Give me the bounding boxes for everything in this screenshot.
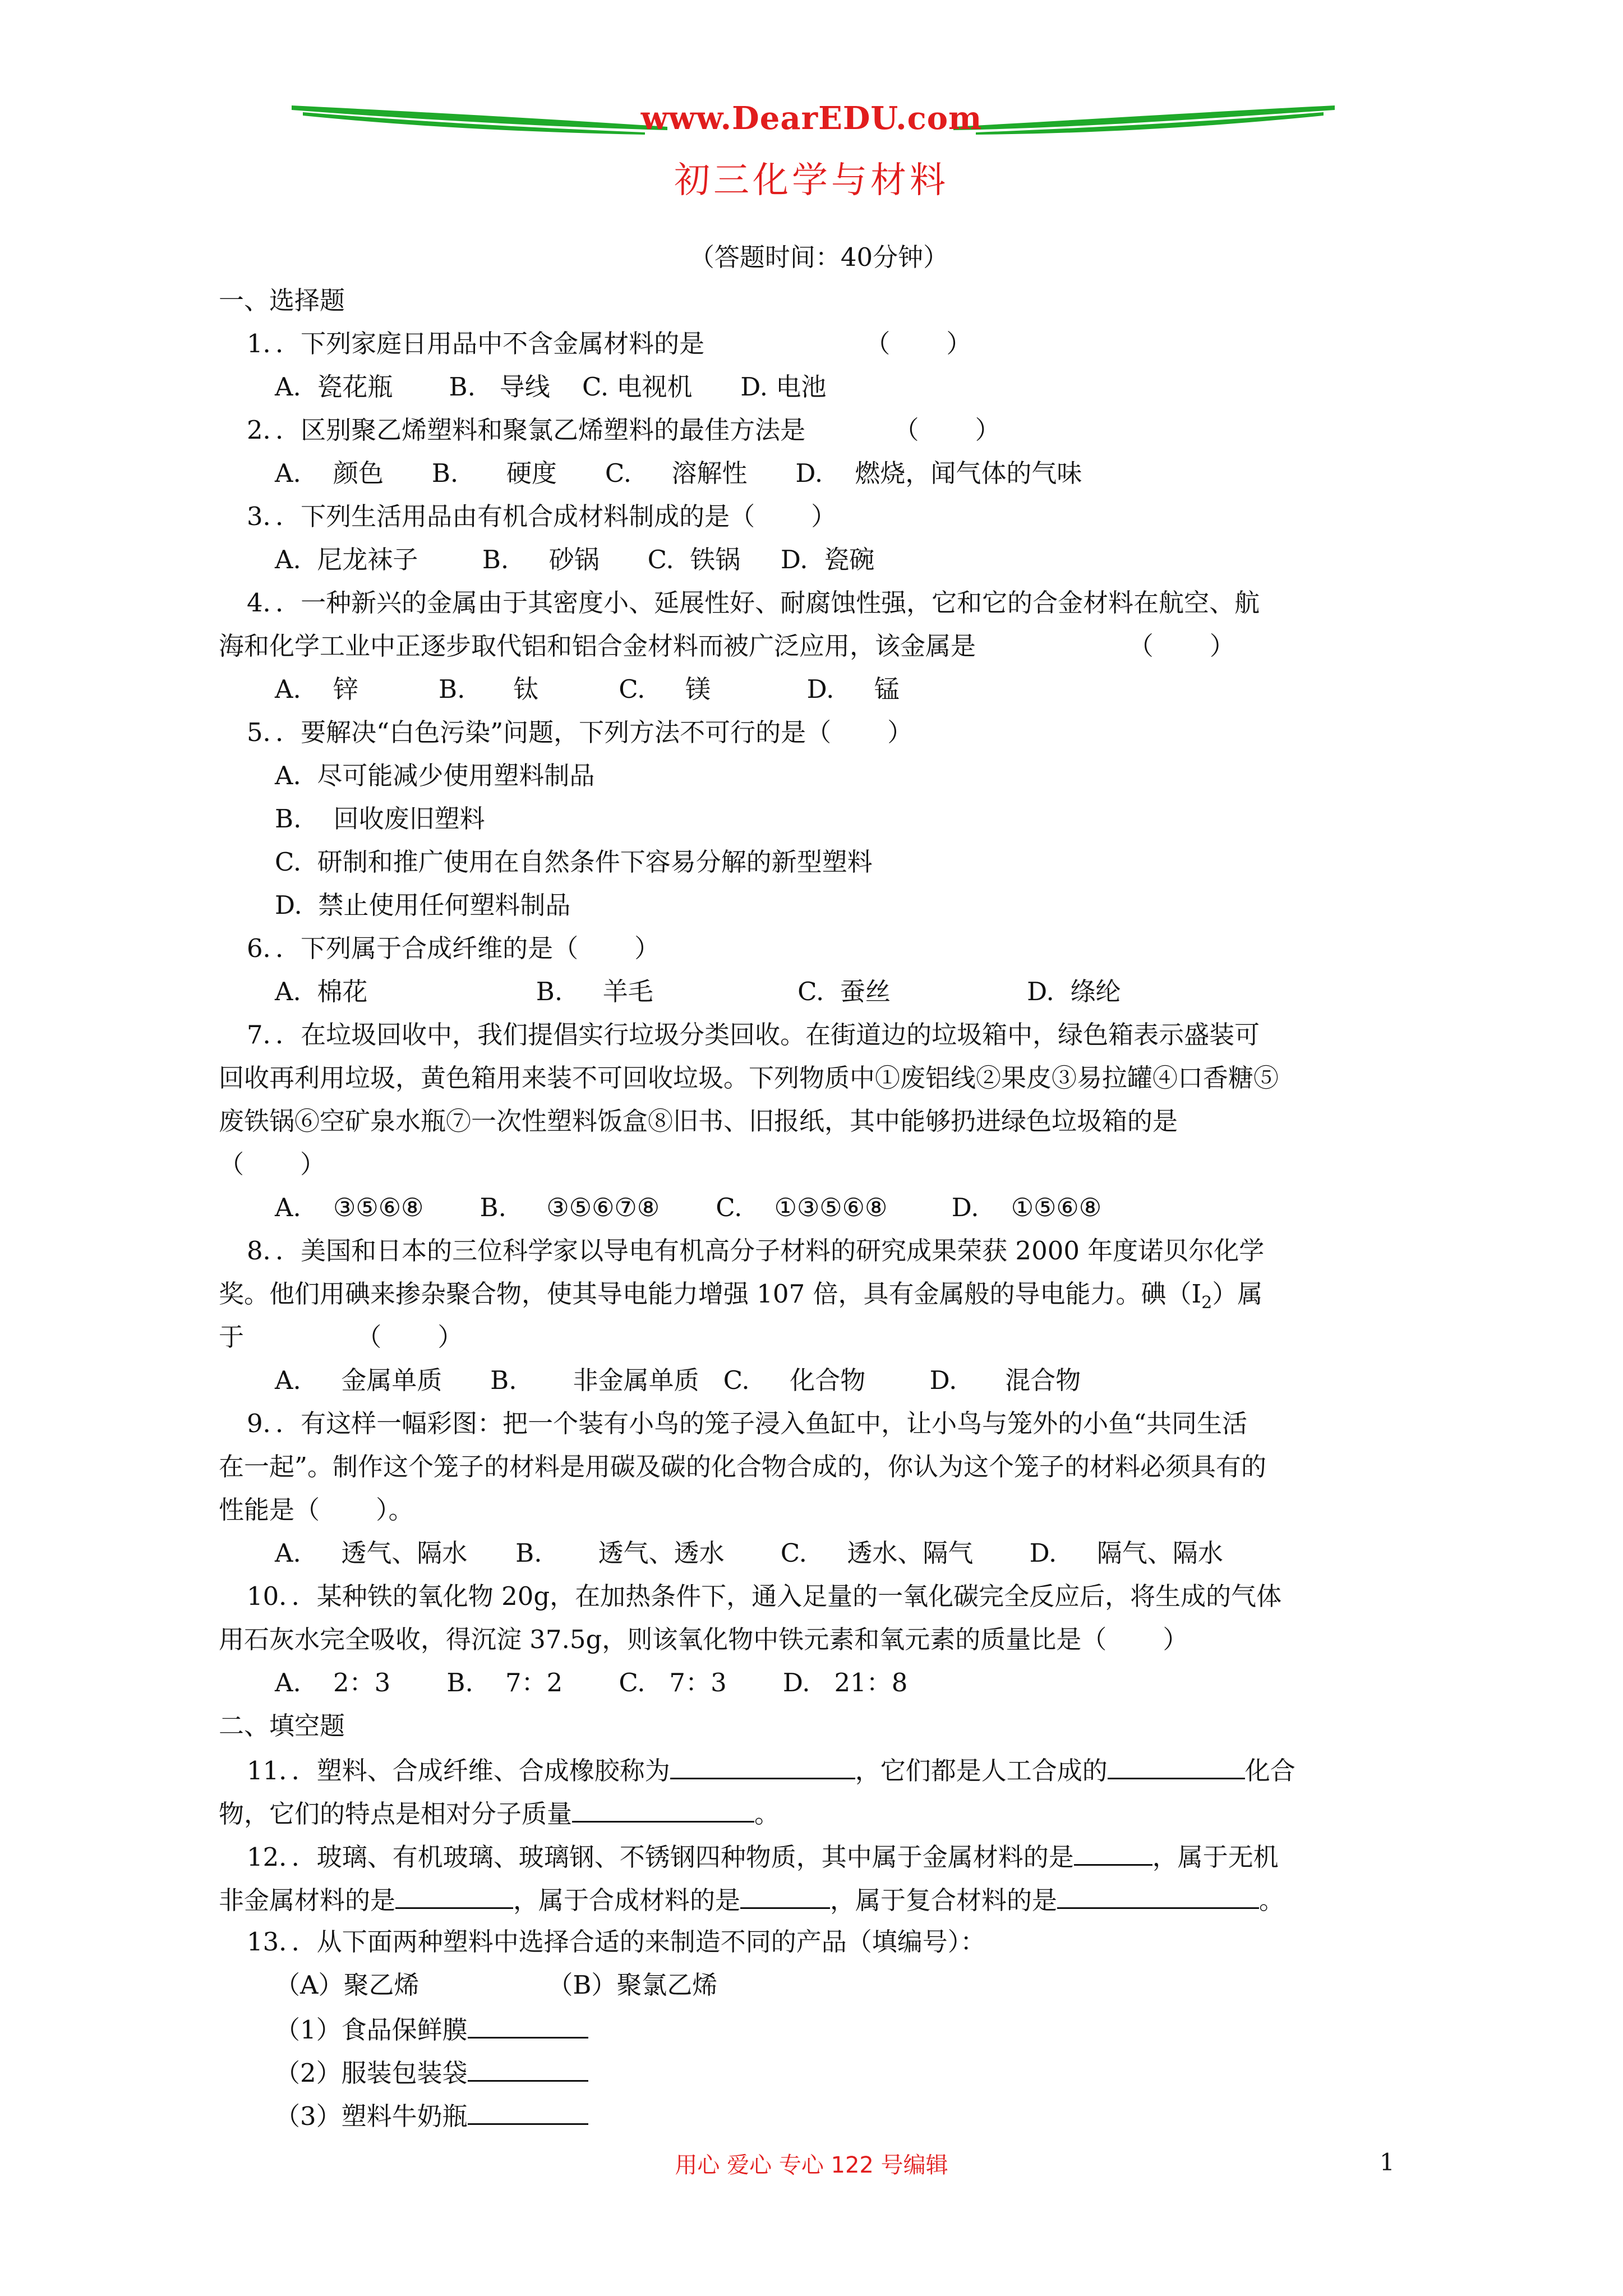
question-7-line-4: （ ）: [219, 1149, 326, 1179]
question-5-option-c: C. 研制和推广使用在自然条件下容易分解的新型塑料: [275, 847, 873, 877]
question-2-options: A. 颜色 B. 硬度 C. 溶解性 D. 燃烧，闻气体的气味: [275, 458, 1082, 488]
answer-blank[interactable]: [1074, 1834, 1152, 1866]
question-11-text-c: 化合: [1244, 1756, 1295, 1786]
page-number: 1: [1380, 2148, 1395, 2176]
question-8-options: A. 金属单质 B. 非金属单质 C. 化合物 D. 混合物: [275, 1365, 1081, 1395]
question-11-text-a: 11．．塑料、合成纤维、合成橡胶称为: [247, 1756, 670, 1786]
question-2: 2．．区别聚乙烯塑料和聚氯乙烯塑料的最佳方法是 （ ）: [247, 415, 1000, 445]
question-5-option-d: D. 禁止使用任何塑料制品: [275, 890, 571, 920]
question-10-line-1: 10．．某种铁的氧化物 20g，在加热条件下，通入足量的一氧化碳完全反应后，将生成的气体: [247, 1581, 1282, 1611]
question-4-line-1: 4．．一种新兴的金属由于其密度小、延展性好、耐腐蚀性强，它和它的合金材料在航空、航: [247, 588, 1260, 618]
question-12-text-e: ，属于复合材料的是: [830, 1885, 1058, 1915]
question-7-line-2: 回收再利用垃圾，黄色箱用来装不可回收垃圾。下列物质中①废铝线②果皮③易拉罐④口香糖⑤: [219, 1063, 1279, 1093]
question-4-line-2: 海和化学工业中正逐步取代铝和铝合金材料而被广泛应用，该金属是 （ ）: [219, 631, 1235, 661]
header-banner: [0, 0, 1623, 168]
question-8-line-2: [219, 1272, 1419, 1315]
question-13-choices: （A）聚乙烯 （B）聚氯乙烯: [275, 1970, 718, 2000]
question-10-line-2: 用石灰水完全吸收，得沉淀 37.5g，则该氧化物中铁元素和氧元素的质量比是（ ）: [219, 1625, 1188, 1654]
question-11-text-b: ，它们都是人工合成的: [855, 1756, 1108, 1786]
question-12-text-f: 。: [1259, 1885, 1285, 1915]
question-12-text-b: ，属于无机: [1152, 1842, 1279, 1872]
question-13-item-3-label: （3）塑料牛奶瓶: [275, 2101, 468, 2131]
question-13-item-1-label: （1）食品保鲜膜: [275, 2015, 468, 2045]
question-9-line-1: 9．．有这样一幅彩图：把一个装有小鸟的笼子浸入鱼缸中，让小鸟与笼外的小鱼“共同生活: [247, 1409, 1248, 1438]
answer-blank[interactable]: [395, 1877, 513, 1909]
question-11-line-1: [219, 1747, 1419, 1791]
question-13-item-1: [219, 2007, 1419, 2050]
question-12-line-2: [219, 1877, 1419, 1920]
question-9-line-2: 在一起”。制作这个笼子的材料是用碳及碳的化合物合成的，你认为这个笼子的材料必须具有的: [219, 1452, 1267, 1481]
question-12-line-1: [219, 1834, 1419, 1877]
answer-blank[interactable]: [1057, 1877, 1259, 1909]
question-1: 1．．下列家庭日用品中不含金属材料的是 （ ）: [247, 329, 972, 358]
iodine-subscript: 2: [1201, 1293, 1212, 1313]
question-6-options: A. 棉花 B. 羊毛 C. 蚕丝 D. 绦纶: [275, 977, 1121, 1006]
question-13: 13．．从下面两种塑料中选择合适的来制造不同的产品（填编号）：: [247, 1927, 986, 1957]
section-heading-choice: 一、选择题: [219, 286, 345, 315]
question-5: 5．．要解决“白色污染”问题，下列方法不可行的是（ ）: [247, 717, 913, 747]
question-11-line-2: [219, 1791, 1419, 1834]
question-13-item-2: [219, 2050, 1419, 2093]
question-13-item-2-label: （2）服装包装袋: [275, 2058, 468, 2088]
question-9-options: A. 透气、隔水 B. 透气、透水 C. 透水、隔气 D. 隔气、隔水: [275, 1538, 1223, 1568]
worksheet-body: [219, 236, 1419, 2136]
question-8-line-2-text: 奖。他们用碘来掺杂聚合物，使其导电能力增强 107 倍，具有金属般的导电能力。碘（I: [219, 1279, 1202, 1309]
question-11-text-e: 。: [754, 1799, 780, 1829]
question-6: 6．．下列属于合成纤维的是（ ）: [247, 933, 660, 963]
question-8-line-2-end: ）属: [1212, 1279, 1263, 1309]
question-7-options: A. ③⑤⑥⑧ B. ③⑤⑥⑦⑧ C. ①③⑤⑥⑧ D. ①⑤⑥⑧: [275, 1193, 1102, 1222]
question-5-option-a: A. 尽可能减少使用塑料制品: [275, 761, 595, 790]
question-11-text-d: 物，它们的特点是相对分子质量: [219, 1799, 573, 1829]
question-3-options: A. 尼龙袜子 B. 砂锅 C. 铁锅 D. 瓷碗: [275, 545, 875, 574]
question-12-text-d: ，属于合成材料的是: [513, 1885, 741, 1915]
question-8-line-3: 于 （ ）: [219, 1322, 463, 1352]
question-12-text-c: 非金属材料的是: [219, 1885, 396, 1915]
answer-blank[interactable]: [740, 1877, 830, 1909]
question-7-line-3: 废铁锅⑥空矿泉水瓶⑦一次性塑料饭盒⑧旧书、旧报纸，其中能够扔进绿色垃圾箱的是: [219, 1106, 1178, 1136]
answer-blank[interactable]: [468, 2093, 588, 2125]
time-note: （答题时间：40分钟）: [689, 242, 949, 272]
green-swoosh-graphic: [0, 0, 1623, 168]
question-8-line-1: 8．．美国和日本的三位科学家以导电有机高分子材料的研究成果荣获 2000 年度诺贝尔化学: [247, 1236, 1265, 1266]
answer-blank[interactable]: [572, 1791, 754, 1823]
page-title: 初三化学与材料: [674, 160, 949, 201]
answer-blank[interactable]: [670, 1747, 855, 1779]
section-heading-fill: 二、填空题: [219, 1711, 345, 1741]
question-9-line-3: 性能是（ ）。: [219, 1495, 414, 1525]
question-7-line-1: 7．．在垃圾回收中，我们提倡实行垃圾分类回收。在街道边的垃圾箱中，绿色箱表示盛装可: [247, 1020, 1260, 1050]
footer-text: 用心 爱心 专心 122 号编辑: [675, 2152, 948, 2178]
question-12-text-a: 12．．玻璃、有机玻璃、玻璃钢、不锈钢四种物质，其中属于金属材料的是: [247, 1842, 1074, 1872]
question-10-options: A. 2：3 B. 7：2 C. 7：3 D. 21：8: [275, 1668, 908, 1697]
question-4-options: A. 锌 B. 钛 C. 镁 D. 锰: [275, 674, 900, 704]
question-1-options: A. 瓷花瓶 B. 导线 C. 电视机 D. 电池: [275, 372, 827, 402]
question-5-option-b: B. 回收废旧塑料: [275, 804, 485, 834]
answer-blank[interactable]: [468, 2050, 588, 2082]
answer-blank[interactable]: [1108, 1747, 1245, 1779]
answer-blank[interactable]: [468, 2007, 588, 2039]
question-13-item-3: [219, 2093, 1419, 2136]
site-url: www.DearEDU.com: [640, 100, 983, 137]
question-3: 3．．下列生活用品由有机合成材料制成的是（ ）: [247, 501, 837, 531]
